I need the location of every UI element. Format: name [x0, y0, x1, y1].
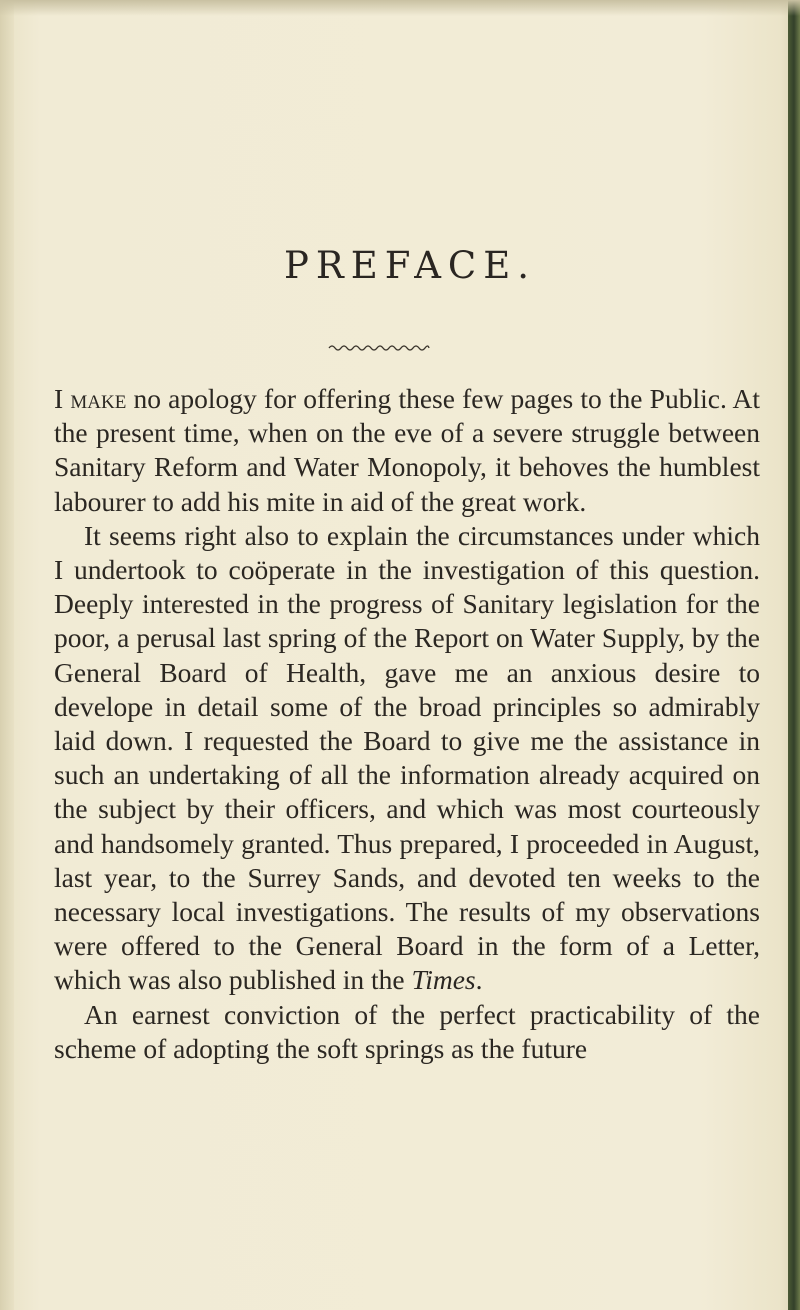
paragraph-2-text: It seems right also to explain the circumstances under which I undertook to coöperate in the investigation of this question. Deeply interested in the progress of Sanitary legislation for the poor, a perusal last spring of the Report on Water Supply, by the General Board of Health, gave me an anxious desire to develope in detail some of the broad principles so admirably laid down. I requested the Board to give me the assistance in such an undertaking of all the information already acquired on the subject by their officers, and which was most courteously and handsomely granted. Thus prepared, I proceeded in August, last year, to the Surrey Sands, and devoted ten weeks to the necessary local investigations. The results of my observations were offered to the General Board in the form of a Letter, which was also published in the [54, 519, 760, 996]
paragraph-1 [54, 382, 760, 519]
page-top-shadow [0, 0, 800, 16]
drop-initial: I [54, 383, 64, 414]
page-left-edge [0, 0, 14, 1310]
paragraph-1-text: no apology for offering these few pages to the Public. At the present time, when on the eve of a severe struggle between Sanitary Reform and Water Monopoly, it behoves the humblest labourer to add his mite in aid of the great work. [54, 383, 761, 517]
paragraph-2 [54, 519, 760, 998]
paragraph-3 [54, 998, 760, 1066]
preface-body [54, 382, 760, 1066]
newspaper-title: Times [411, 964, 476, 996]
page-title: PREFACE. [283, 244, 537, 287]
paragraph-2-end: . [475, 964, 483, 996]
small-caps-lead: make [70, 383, 127, 414]
paragraph-3-text: An earnest conviction of the perfect practicability of the scheme of adopting the soft springs as the future [54, 998, 760, 1064]
wavy-rule-ornament [327, 342, 431, 354]
book-spine-edge [788, 0, 800, 1310]
